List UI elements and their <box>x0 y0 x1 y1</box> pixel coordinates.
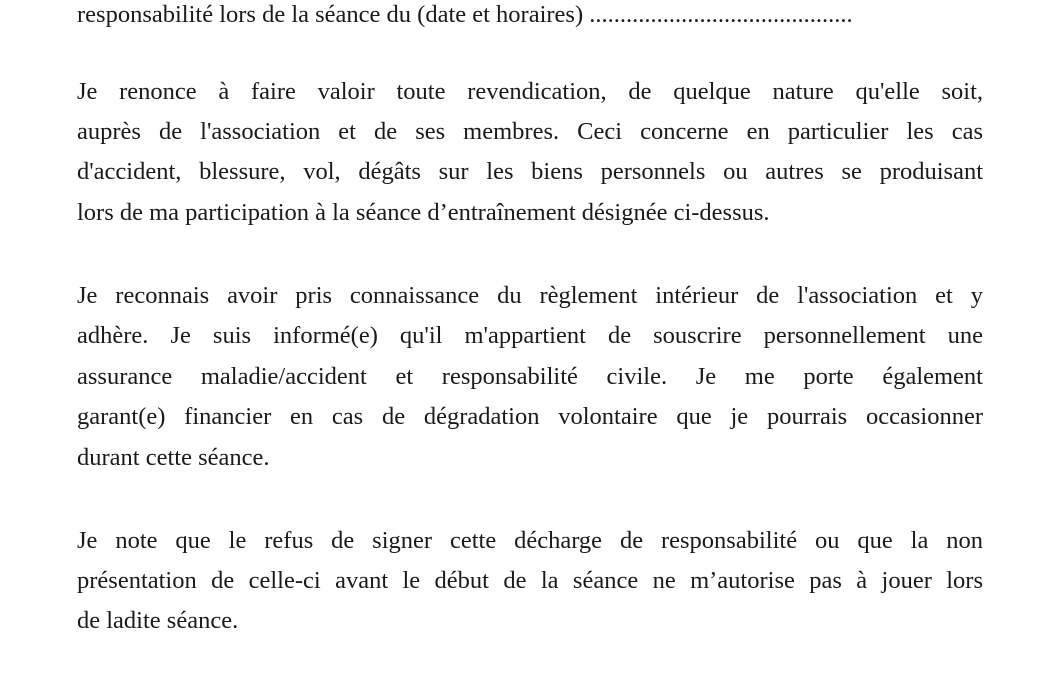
paragraph-line: adhère. Je suis informé(e) qu'il m'appartient de souscrire personnellement une <box>77 322 983 349</box>
paragraph-line: Je reconnais avoir pris connaissance du règlement intérieur de l'association et y <box>77 282 983 309</box>
paragraph-line: lors de ma participation à la séance d’entraînement désignée ci-dessus. <box>77 199 770 226</box>
paragraph-line: assurance maladie/accident et responsabilité civile. Je me porte également <box>77 363 983 390</box>
paragraph-line: présentation de celle-ci avant le début de la séance ne m’autorise pas à jouer lors <box>77 567 983 594</box>
paragraph-line: de ladite séance. <box>77 607 239 634</box>
top-line: responsabilité lors de la séance du (date et horaires) ........................................... <box>77 1 853 28</box>
paragraph-line: Je note que le refus de signer cette décharge de responsabilité ou que la non <box>77 527 983 554</box>
paragraph-line: garant(e) financier en cas de dégradation volontaire que je pourrais occasionner <box>77 403 983 430</box>
paragraph-line: auprès de l'association et de ses membres. Ceci concerne en particulier les cas <box>77 118 983 145</box>
paragraph-line: Je renonce à faire valoir toute revendication, de quelque nature qu'elle soit, <box>77 78 983 105</box>
paragraph-line: d'accident, blessure, vol, dégâts sur les biens personnels ou autres se produisant <box>77 158 983 185</box>
paragraph-line: durant cette séance. <box>77 444 270 471</box>
